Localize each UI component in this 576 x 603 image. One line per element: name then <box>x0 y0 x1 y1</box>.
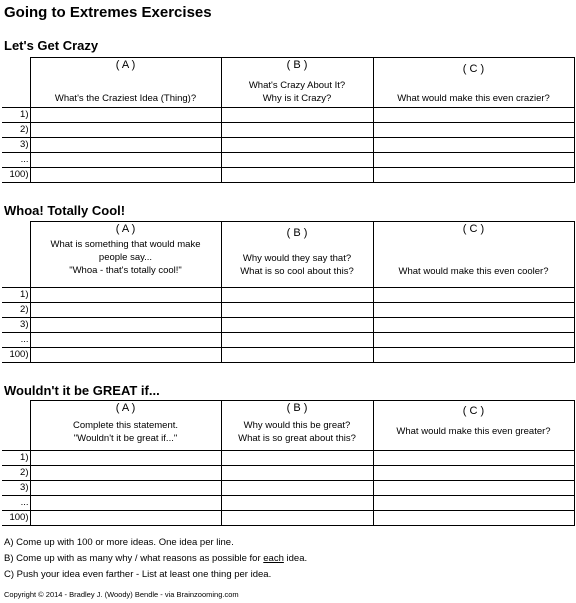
row-number: 2) <box>2 303 30 318</box>
table-row <box>2 123 574 138</box>
column-header-c <box>373 401 574 451</box>
answer-cell-b[interactable] <box>221 108 373 123</box>
instruction-a: A) Come up with 100 or more ideas. One idea per line. <box>4 537 234 548</box>
answer-cell-c[interactable] <box>373 318 574 333</box>
column-letter: ( C ) <box>462 223 485 235</box>
column-description: Complete this statement. "Wouldn't it be great if..." <box>72 420 179 444</box>
answer-cell-c[interactable] <box>373 466 574 481</box>
column-description: Why would this be great? What is so great about this? <box>238 420 356 444</box>
answer-cell-b[interactable] <box>221 466 373 481</box>
column-description: What's Crazy About It? Why is it Crazy? <box>248 80 346 104</box>
answer-cell-a[interactable] <box>30 153 221 168</box>
column-header-c <box>373 58 574 108</box>
answer-cell-b[interactable] <box>221 138 373 153</box>
answer-cell-c[interactable] <box>373 288 574 303</box>
instruction-b <box>4 551 307 567</box>
answer-cell-a[interactable] <box>30 168 221 183</box>
column-description: What would make this even cooler? <box>398 266 549 277</box>
answer-cell-c[interactable] <box>373 303 574 318</box>
column-letter: ( C ) <box>462 63 485 75</box>
answer-cell-b[interactable] <box>221 303 373 318</box>
column-description: What would make this even greater? <box>396 426 551 437</box>
answer-cell-b[interactable] <box>221 168 373 183</box>
row-number: 100) <box>2 348 30 363</box>
table-row <box>2 288 574 303</box>
row-number: 2) <box>2 123 30 138</box>
row-number: ... <box>2 153 30 168</box>
section-title-cool: Whoa! Totally Cool! <box>4 203 126 218</box>
column-header-a <box>30 401 221 451</box>
table-row <box>2 496 574 511</box>
answer-cell-a[interactable] <box>30 451 221 466</box>
answer-cell-b[interactable] <box>221 451 373 466</box>
section-title-great: Wouldn't it be GREAT if... <box>4 383 160 398</box>
answer-cell-c[interactable] <box>373 168 574 183</box>
answer-cell-a[interactable] <box>30 123 221 138</box>
table-row <box>2 108 574 123</box>
answer-cell-a[interactable] <box>30 481 221 496</box>
answer-cell-c[interactable] <box>373 138 574 153</box>
answer-cell-c[interactable] <box>373 348 574 363</box>
row-number: 100) <box>2 511 30 526</box>
answer-cell-b[interactable] <box>221 153 373 168</box>
answer-cell-b[interactable] <box>221 496 373 511</box>
answer-cell-a[interactable] <box>30 288 221 303</box>
answer-cell-c[interactable] <box>373 333 574 348</box>
table-row <box>2 168 574 183</box>
answer-cell-a[interactable] <box>30 348 221 363</box>
column-description: What would make this even crazier? <box>397 93 550 104</box>
column-header-c <box>373 222 574 288</box>
column-header-b <box>221 401 373 451</box>
table-row <box>2 153 574 168</box>
answer-cell-c[interactable] <box>373 123 574 138</box>
instruction-b-text: B) Come up with as many why / what reasons as possible for <box>4 553 264 564</box>
column-description: What's the Craziest Idea (Thing)? <box>54 93 197 104</box>
answer-cell-a[interactable] <box>30 138 221 153</box>
row-number: 2) <box>2 466 30 481</box>
column-letter: ( B ) <box>286 59 308 71</box>
instruction-c: C) Push your idea even farther - List at least one thing per idea. <box>4 569 272 580</box>
row-number: 1) <box>2 451 30 466</box>
row-number: 3) <box>2 138 30 153</box>
answer-cell-c[interactable] <box>373 108 574 123</box>
answer-cell-a[interactable] <box>30 496 221 511</box>
instruction-b-emphasis: each <box>263 553 284 564</box>
column-header-b <box>221 222 373 288</box>
answer-cell-a[interactable] <box>30 466 221 481</box>
section-title-crazy: Let's Get Crazy <box>4 38 99 53</box>
answer-cell-a[interactable] <box>30 511 221 526</box>
column-letter: ( B ) <box>286 227 308 239</box>
answer-cell-b[interactable] <box>221 123 373 138</box>
row-number: 100) <box>2 168 30 183</box>
table-row <box>2 466 574 481</box>
copyright-notice: Copyright © 2014 - Bradley J. (Woody) Bendle - via Brainzooming.com <box>4 590 239 599</box>
answer-cell-c[interactable] <box>373 496 574 511</box>
column-letter: ( C ) <box>462 405 485 417</box>
table-row <box>2 318 574 333</box>
answer-cell-b[interactable] <box>221 511 373 526</box>
row-number: 3) <box>2 481 30 496</box>
answer-cell-c[interactable] <box>373 451 574 466</box>
table-row <box>2 333 574 348</box>
row-number: ... <box>2 333 30 348</box>
column-letter: ( A ) <box>115 59 136 71</box>
table-row <box>2 481 574 496</box>
column-header-a <box>30 222 221 288</box>
answer-cell-a[interactable] <box>30 318 221 333</box>
column-description: Why would they say that? What is so cool about this? <box>240 253 354 277</box>
column-letter: ( A ) <box>115 223 136 235</box>
answer-cell-b[interactable] <box>221 348 373 363</box>
row-number: 1) <box>2 288 30 303</box>
answer-cell-b[interactable] <box>221 333 373 348</box>
table-row <box>2 451 574 466</box>
row-number: 1) <box>2 108 30 123</box>
answer-cell-a[interactable] <box>30 108 221 123</box>
column-letter: ( A ) <box>115 402 136 414</box>
column-description: What is something that would make people say... "Whoa - that's totally cool!" <box>50 239 201 276</box>
page-title: Going to Extremes Exercises <box>4 4 212 21</box>
table-crazy <box>2 57 575 183</box>
table-cool <box>2 221 575 363</box>
table-row <box>2 303 574 318</box>
answer-cell-b[interactable] <box>221 481 373 496</box>
answer-cell-a[interactable] <box>30 333 221 348</box>
answer-cell-b[interactable] <box>221 318 373 333</box>
column-header-a <box>30 58 221 108</box>
table-row <box>2 348 574 363</box>
answer-cell-c[interactable] <box>373 481 574 496</box>
table-row <box>2 138 574 153</box>
column-letter: ( B ) <box>286 402 308 414</box>
row-number: ... <box>2 496 30 511</box>
answer-cell-c[interactable] <box>373 511 574 526</box>
table-great <box>2 400 575 526</box>
answer-cell-a[interactable] <box>30 303 221 318</box>
table-row <box>2 511 574 526</box>
column-header-b <box>221 58 373 108</box>
row-number: 3) <box>2 318 30 333</box>
instruction-b-end: idea. <box>283 553 308 564</box>
answer-cell-b[interactable] <box>221 288 373 303</box>
answer-cell-c[interactable] <box>373 153 574 168</box>
